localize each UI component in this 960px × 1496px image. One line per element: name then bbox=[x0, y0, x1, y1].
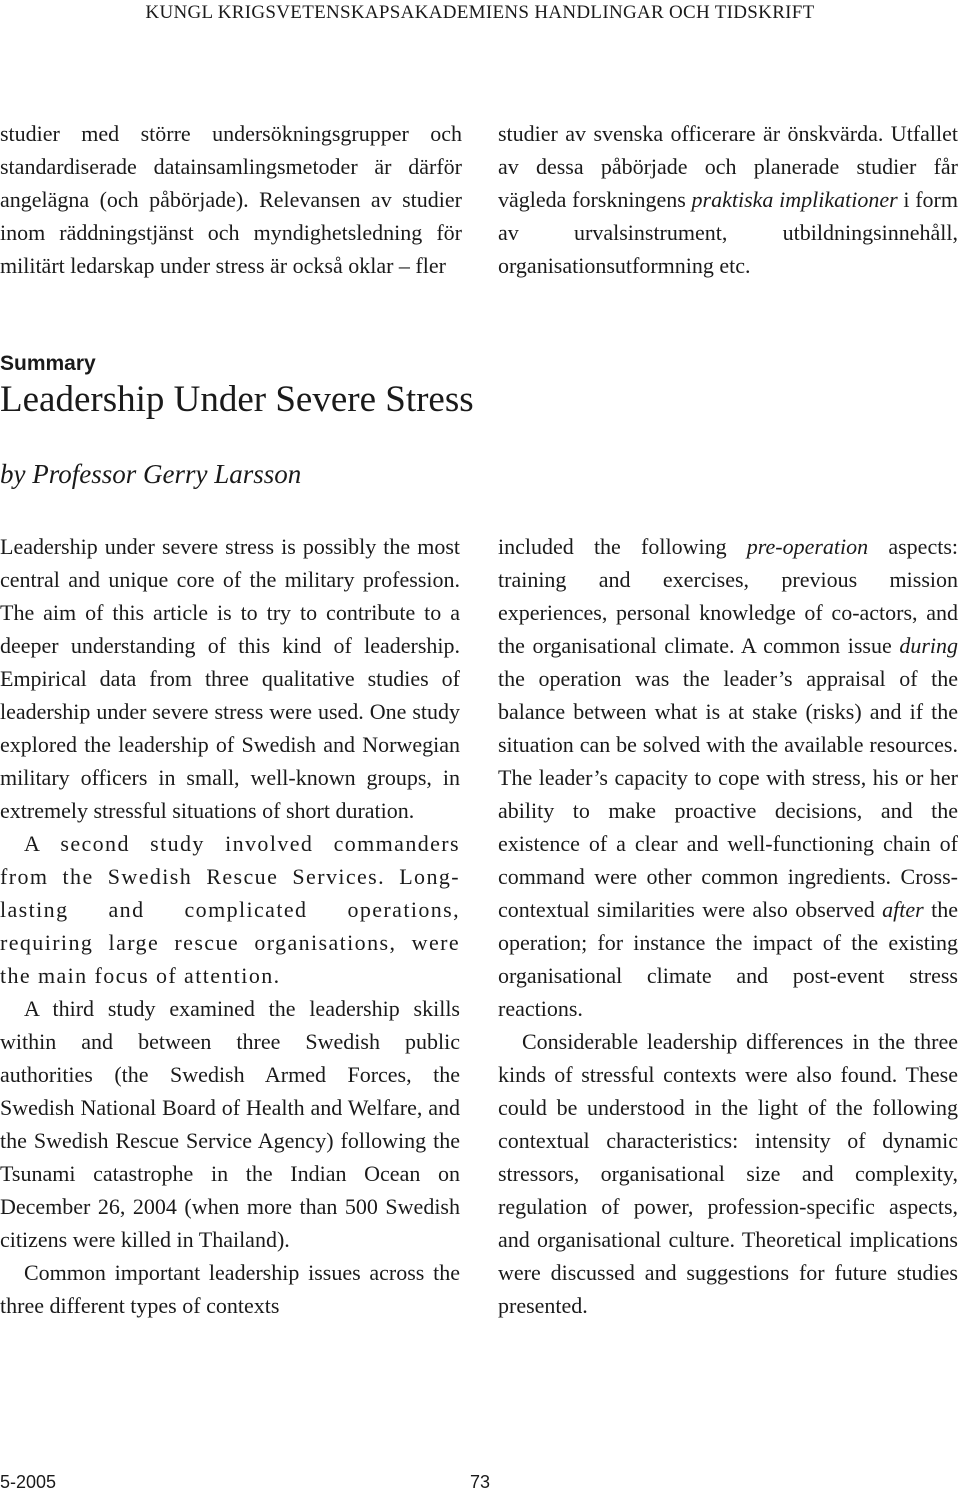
swedish-right-italic: praktiska implikationer bbox=[691, 187, 898, 212]
summary-column-left bbox=[0, 530, 460, 1322]
summary-label: Summary bbox=[0, 352, 96, 375]
summary-italic: during bbox=[899, 633, 958, 658]
summary-paragraph-5 bbox=[498, 530, 958, 1025]
summary-italic: pre-operation bbox=[746, 534, 869, 559]
summary-text: the operation; for instance the impact of the existing organisational climate and post-event stress reactions. bbox=[498, 897, 958, 1021]
summary-text: aspects: training and exercises, previous mission experiences, personal knowledge of co-actors, and the organisational climate. A common issue bbox=[498, 534, 958, 658]
summary-text: included the following bbox=[498, 534, 747, 559]
byline: by Professor Gerry Larsson bbox=[0, 459, 302, 489]
issue-number: 5-2005 bbox=[0, 1472, 57, 1492]
summary-italic: after bbox=[882, 897, 924, 922]
summary-column-right bbox=[498, 530, 958, 1322]
summary-text: the operation was the leader’s appraisal of the balance between what is at stake (risks) and if the situation can be solved with the available resources. The leader’s capacity to cope with stress, his or her ability to make proactive decisions, and the existence of a clear and well-functioning chain of command were other common ingredients. Cross-contextual similarities were also observed bbox=[498, 666, 958, 922]
summary-paragraph-1: Leadership under severe stress is possibly the most central and unique core of the military profession. The aim of this article is to try to contribute to a deeper understanding of this kind of leadership. Empirical data from three qualitative studies of leadership under severe stress were used. One study explored the leadership of Swedish and Norwegian military officers in small, well-known groups, in extremely stressful situations of short duration. bbox=[0, 534, 460, 823]
swedish-paragraph-left: studier med större undersökningsgrupper och standardiserade datainsamlingsmetoder är därför angelägna (och påbörjade). Relevansen av studier inom räddningstjänst och myndighetsledning för militärt ledarskap under stress är också oklar – fler bbox=[0, 121, 462, 278]
swedish-text-left bbox=[0, 117, 462, 282]
summary-paragraph-6: Considerable leadership differences in the three kinds of stressful contexts were also found. These could be understood in the light of the following contextual characteristics: intensity of dynamic stressors, organisational size and complexity, regulation of power, profession-specific aspects, and organisational culture. Theoretical implications were discussed and suggestions for future studies presented. bbox=[498, 1029, 958, 1318]
swedish-text-right bbox=[498, 117, 958, 282]
summary-paragraph-2: A second study involved commanders from the Swedish Rescue Services. Long-lasting and complicated operations, requiring large rescue organisations, were the main focus of attention. bbox=[0, 831, 460, 988]
running-header: KUNGL KRIGSVETENSKAPSAKADEMIENS HANDLINGAR OCH TIDSKRIFT bbox=[145, 2, 815, 23]
summary-paragraph-3: A third study examined the leadership skills within and between three Swedish public authorities (the Swedish Armed Forces, the Swedish National Board of Health and Welfare, and the Swedish Rescue Service Agency) following the Tsunami catastrophe in the Indian Ocean on December 26, 2004 (when more than 500 Swedish citizens were killed in Thailand). bbox=[0, 996, 460, 1252]
swedish-paragraph-right bbox=[498, 117, 958, 282]
swedish-right-text-2: i form av urvalsinstrument, utbildningsinnehåll, organisationsutformning etc. bbox=[498, 187, 958, 278]
summary-paragraph-4: Common important leadership issues across the three different types of contexts bbox=[0, 1260, 460, 1318]
swedish-right-text-1: studier av svenska officerare är önskvärda. Utfallet av dessa påbörjade och planerade studier får vägleda forskningens bbox=[498, 121, 958, 212]
page-number: 73 bbox=[470, 1472, 491, 1492]
article-title: Leadership Under Severe Stress bbox=[0, 379, 474, 420]
